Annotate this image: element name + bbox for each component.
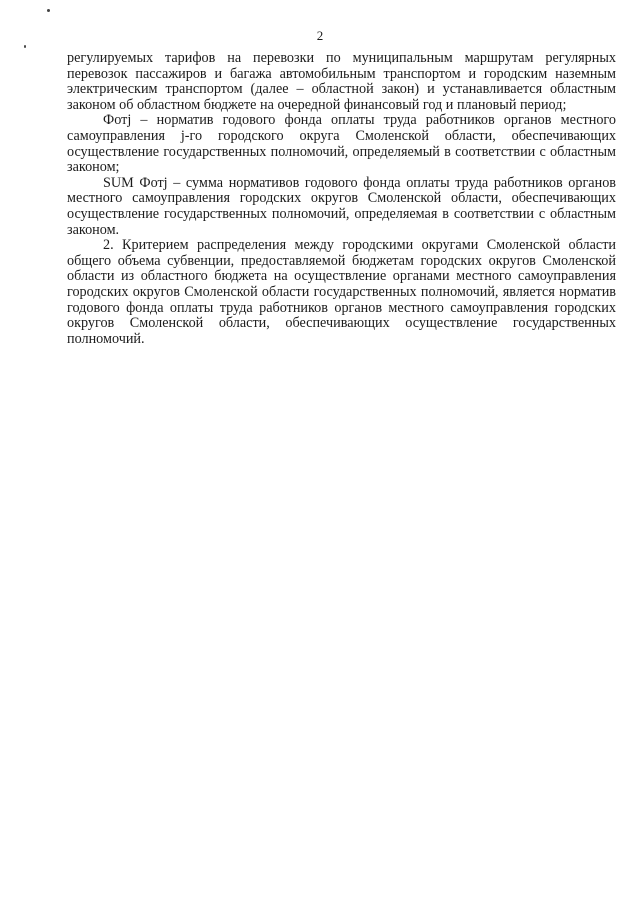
paragraph-distribution-criterion: 2. Критерием распределения между городскими округами Смоленской области общего объема субвенции, предоставляемой бюджетам городских округов Смоленской области из областного бюджета на осуществление органами местного самоуправления городских округов Смоленской области государственных полномочий, является норматив годового фонда оплаты труда работников органов местного самоуправления городских округов Смоленской области, обеспечивающих осуществление государственных полномочий. [67, 237, 616, 347]
document-body [67, 51, 616, 347]
scan-speck [47, 9, 50, 12]
paragraph-fotj-definition: Фотj – норматив годового фонда оплаты труда работников органов местного самоуправления j-го городского округа Смоленской области, обеспечивающих осуществление государственных полномочий, определяемый в соответствии с областным законом; [67, 112, 616, 176]
scan-speck [24, 45, 26, 48]
paragraph-continuation: регулируемых тарифов на перевозки по муниципальным маршрутам регулярных перевозок пассажиров и багажа автомобильным транспортом и городским наземным электрическим транспортом (далее – областной закон) и устанавливается областным законом об областном бюджете на очередной финансовый год и плановый период; [67, 50, 616, 113]
page-number: 2 [316, 28, 324, 43]
paragraph-sum-fotj-definition: SUM Фотj – сумма нормативов годового фонда оплаты труда работников органов местного самоуправления городских округов Смоленской области, обеспечивающих осуществление государственных полномочий, определяемая в соответствии с областным законом. [67, 174, 616, 238]
